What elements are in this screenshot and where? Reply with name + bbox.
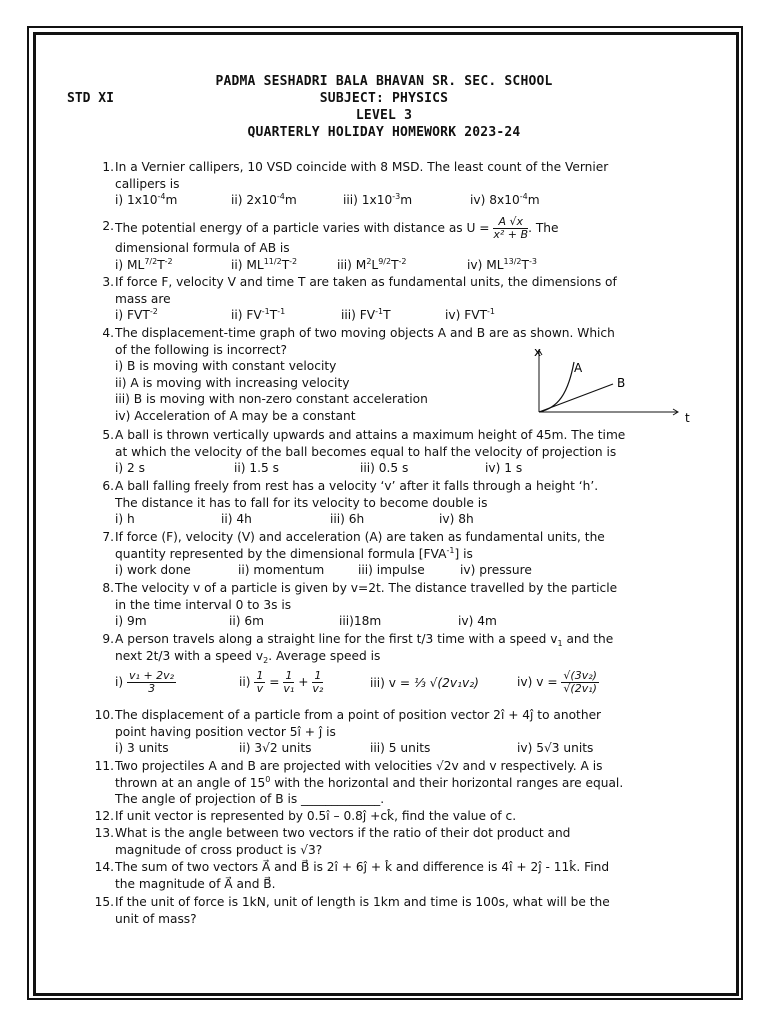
question-number: 2. [102, 219, 114, 233]
question-text: the magnitude of A⃗ and B⃗. [115, 876, 276, 891]
option-ii: ii) $2x10^{-4}m$ [231, 192, 297, 208]
question-text: The displacement of a particle from a point of position vector 2î + 4ĵ to another [115, 708, 602, 722]
question-text: Two projectiles A and B are projected with velocities √2v and v respectively. A is [115, 759, 603, 773]
question-text: In a Vernier callipers, 10 VSD coincide with 8 MSD. The least count of the Vernier [115, 160, 609, 174]
option-iv: iv) $ML^{13/2}T^{-3}$ [467, 256, 537, 272]
option-i: i) $ML^{7/2}T^{-2}$ [115, 256, 173, 272]
option-i: i) work done [115, 563, 191, 578]
question-text: in the time interval 0 to 3s is [115, 597, 292, 612]
option-i: i) $1x10^{-4}m$ [115, 192, 178, 208]
option-ii: ii) momentum [238, 563, 325, 578]
option-ii: ii) 3√2 units [239, 741, 312, 756]
question-text: The sum of two vectors A⃗ and B⃗ is 2î + 6ĵ + k̂ and difference is 4î + 2ĵ - 11k̂. Find [115, 860, 610, 874]
question-number: 9. [102, 632, 114, 646]
option-iv: iv) 4m [458, 614, 497, 629]
option-iii: iii) 5 units [370, 741, 431, 756]
question-number: 3. [102, 275, 114, 289]
question-text: unit of mass? [115, 911, 197, 926]
option-iii: iii) B is moving with non-zero constant acceleration [115, 392, 428, 407]
option-iii: iii) 0.5 s [360, 461, 409, 476]
option-ii: ii) $FV^{-1}T^{-1}$ [231, 307, 286, 323]
option-iv: iv) $FVT^{-1}$ [445, 307, 496, 323]
graph-x-label: t [685, 411, 690, 424]
option-ii: ii) 1.5 s [234, 461, 280, 476]
option-i: i) B is moving with constant velocity [115, 359, 337, 374]
option-iv: iv) 8h [439, 512, 474, 527]
question-text: If force F, velocity V and time T are taken as fundamental units, the dimensions of [115, 275, 617, 289]
option-iv: iv) v = $\frac{\text{√(3v₂)}}{\text{√(2v₁)}}$ [517, 669, 597, 696]
curve-b-label: B [617, 376, 626, 390]
option-i: i) 2 s [115, 461, 145, 476]
question-text: quantity represented by the dimensional formula $[FVA^{-1}]$ is [115, 545, 473, 561]
question-text: thrown at an angle of $15^0$ with the horizontal and their horizontal ranges are equal. [115, 774, 624, 790]
option-i: i) h [115, 512, 135, 527]
question-number: 1. [102, 160, 114, 174]
question-number: 12. [94, 809, 114, 823]
question-number: 13. [94, 826, 114, 840]
option-iv: iv) pressure [460, 563, 532, 578]
question-text: What is the angle between two vectors if the ratio of their dot product and [115, 826, 571, 840]
option-iii: iii) $M^2L^{9/2}T^{-2}$ [337, 256, 407, 272]
question-text: A person travels along a straight line for the first t/3 time with a speed $v_1$ and the [115, 632, 614, 648]
option-i: i) 9m [115, 614, 147, 629]
option-iii: iii) 6h [330, 512, 365, 527]
question-text: The distance it has to fall for its velocity to become double is [115, 495, 488, 510]
option-iii: iii) v = ⅓ √(2v₁v₂) [370, 676, 479, 691]
curve-a-label: A [574, 361, 583, 375]
question-text: The displacement-time graph of two moving objects A and B are as shown. Which [115, 326, 615, 340]
question-text: A ball falling freely from rest has a velocity ‘v’ after it falls through a height ‘h’. [115, 479, 599, 493]
question-text: of the following is incorrect? [115, 342, 288, 357]
question-text: The potential energy of a particle varies with distance as U = [115, 221, 490, 235]
question-text: The angle of projection of B is _____________. [115, 792, 385, 807]
option-i: i) 3 units [115, 741, 169, 756]
question-number: 15. [94, 895, 114, 909]
question-text: mass are [115, 291, 171, 306]
question-number: 6. [102, 479, 114, 493]
question-text: at which the velocity of the ball becomes equal to half the velocity of projection is [115, 444, 617, 459]
question-number: 14. [94, 860, 114, 874]
option-ii: ii) 4h [221, 512, 252, 527]
question-text: If force (F), velocity (V) and acceleration (A) are taken as fundamental units, the [115, 530, 605, 544]
question-number: 8. [102, 581, 114, 595]
option-iv: iv) 5√3 units [517, 741, 594, 756]
question-text: If the unit of force is 1kN, unit of length is 1km and time is 100s, what will be the [115, 895, 610, 909]
question-number: 4. [102, 326, 114, 340]
question-text: magnitude of cross product is √3? [115, 842, 323, 857]
option-iv: iv) $8x10^{-4}m$ [470, 192, 540, 208]
option-iii: iii) $1x10^{-3}m$ [343, 192, 413, 208]
homework-title: QUARTERLY HOLIDAY HOMEWORK 2023-24 [247, 125, 521, 140]
displacement-time-graph [528, 344, 698, 424]
question-number: 5. [102, 428, 114, 442]
question-text: point having position vector 5î + ĵ is [115, 724, 336, 739]
question-text: A ball is thrown vertically upwards and attains a maximum height of 45m. The time [115, 428, 626, 442]
question-text: The velocity v of a particle is given by v=2t. The distance travelled by the particle [115, 581, 618, 595]
question-number: 7. [102, 530, 114, 544]
option-iii: iii)18m [339, 614, 382, 629]
option-ii: ii) 6m [229, 614, 265, 629]
std-label: STD XI [67, 91, 114, 106]
curve-a [539, 362, 574, 412]
subject-label: SUBJECT: PHYSICS [319, 91, 449, 106]
question-number: 10. [94, 708, 114, 722]
level-label: LEVEL 3 [355, 108, 413, 123]
question-text: dimensional formula of AB is [115, 241, 290, 255]
question-text: next 2t/3 with a speed $v_2$. Average speed is [115, 648, 381, 665]
option-ii: ii) A is moving with increasing velocity [115, 375, 350, 390]
school-name: PADMA SESHADRI BALA BHAVAN SR. SEC. SCHOOL [215, 74, 553, 89]
potential-energy-fraction: $\frac{A √x}{\text{x² + B}}$ [493, 215, 529, 241]
question-text: If unit vector is represented by 0.5î – 0.8ĵ +ck̂, find the value of c. [115, 809, 517, 823]
question-number: 11. [94, 759, 114, 773]
option-iv: iv) 1 s [485, 461, 523, 476]
option-ii: ii) $ML^{11/2}T^{-2}$ [231, 256, 298, 272]
option-iii: iii) impulse [358, 563, 425, 578]
option-iv: iv) Acceleration of A may be a constant [115, 408, 356, 423]
option-ii: ii) $\frac{1}{v}$ = $\frac{1}{\text{v₁}}$ + $\frac{1}{\text{v₂}}$ [239, 669, 324, 696]
question-text: callipers is [115, 176, 180, 191]
option-i: i) $\frac{\text{v₁ + 2v₂}}{3}$ [115, 669, 175, 696]
graph-y-label: x [534, 345, 542, 359]
option-iii: iii) $FV^{-1}T$ [341, 307, 391, 323]
curve-b [539, 384, 613, 412]
option-i: i) $FVT^{-2}$ [115, 307, 158, 323]
